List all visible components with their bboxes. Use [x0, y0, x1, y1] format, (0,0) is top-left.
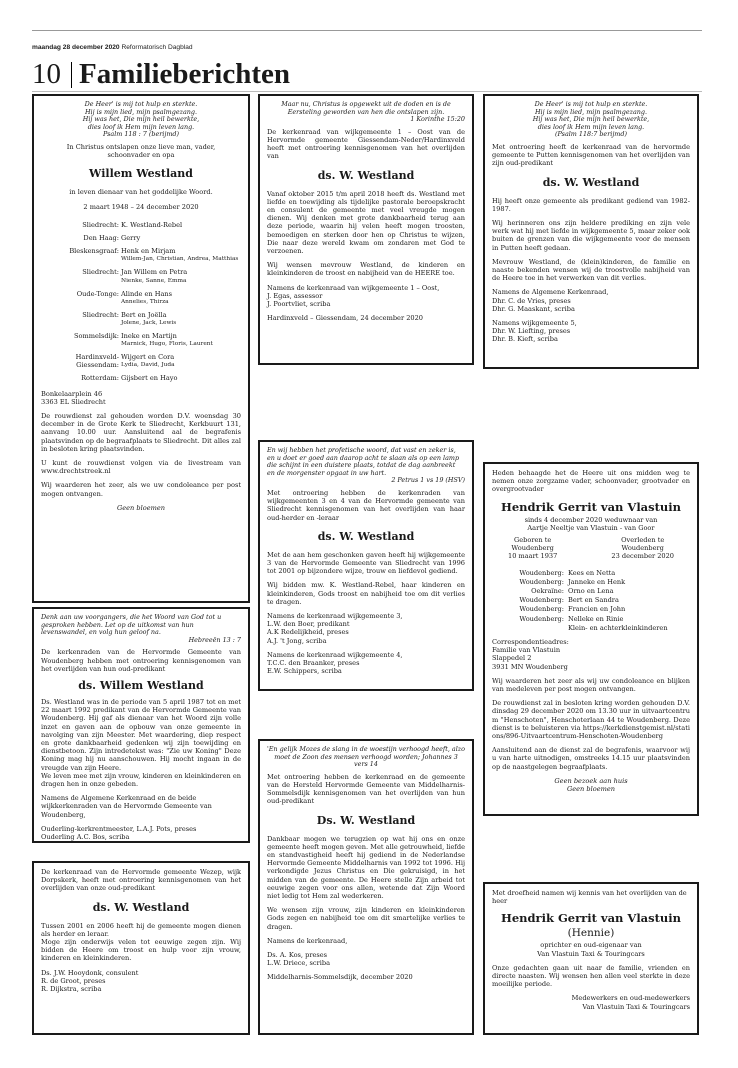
family-members [121, 247, 241, 264]
family-place: Woudenberg: [519, 614, 564, 623]
notice-giessendam [258, 94, 474, 365]
life-dates: 2 maart 1948 – 24 december 2020 [83, 202, 199, 211]
wishes-text: Mevrouw Westland, de (klein)kinderen, de familie en naaste bekenden wensen wij de troostvolle nabijheid van de Heere toe in het verwerken van dit verlies. [492, 257, 690, 283]
intro-text: Met droefheid namen wij kennis van het overlijden van de heer [492, 889, 687, 906]
correspondence-address: Correspondentieadres: Familie van Vlastuin Slappedel 2 3931 MN Woudenberg [492, 638, 569, 671]
family-row [41, 353, 241, 370]
intro-text: In Christus ontslapen onze lieve man, vader, schoonvader en opa [66, 142, 216, 160]
signatures: Namens de kerkenraad van wijkgemeente 1 – Oost, J. Egas, assessor J. Poortvliet, scriba [267, 283, 440, 309]
header-paper: Reformatorisch Dagblad [121, 44, 193, 51]
occupation: in leven dienaar van het goddelijke Woord. [69, 188, 213, 197]
family-member: Jan Willem en Petra [121, 268, 188, 277]
family-row [492, 578, 690, 586]
family-row [41, 247, 241, 264]
family-list [492, 569, 690, 632]
family-row [41, 374, 241, 383]
family-row [492, 615, 690, 623]
closing-note: Geen bloemen [116, 503, 166, 512]
family-row [492, 596, 690, 604]
family-place: Sliedrecht: [82, 310, 119, 319]
signatures: Namens de Algemene Kerkenraad, Dhr. C. de Vries, preses Dhr. G. Maaskant, scriba [492, 288, 609, 313]
closing-note: Geen bezoek aan huis Geen bloemen [554, 776, 628, 794]
grandchildren: Lydia, David, Juda [121, 362, 175, 369]
family-place: Bleskensgraaf: [69, 247, 119, 256]
family-member: Gerry [121, 233, 141, 242]
deceased-name: Willem Westland [89, 167, 193, 181]
tribute-text: Wij herinneren ons zijn heldere prediking en zijn vele werk wat hij met liefde in wijkgemeente 5, maar zeker ook buiten de grenzen van die wijkgemeente voor de mensen in Putten heeft gedaan. [492, 218, 690, 252]
notice-text: Met ontroering hebben de kerkenraad en de gemeente van de Hersteld Hervormde Gemeente van Middelharnis-Sommelsdijk kennisgenomen van het overlijden van hun oud-predikant [267, 772, 465, 806]
tribute-text: Tussen 2001 en 2006 heeft hij de gemeente mogen dienen als herder en leraar. [41, 921, 241, 938]
family-member: Gijsbert en Hayo [121, 374, 178, 383]
burial-info: Aansluitend aan de dienst zal de begrafenis, waarvoor wij u van harte uitnodigen, omstreeks 14.15 uur plaatsvinden op de naastgelegen begraafplaats. [492, 746, 690, 771]
address: Bonkelaarplein 46 3363 EL Sliedrecht [41, 389, 106, 406]
place-date: Hardinxveld – Giessendam, 24 december 2020 [267, 314, 423, 323]
family-place: Sliedrecht: [82, 268, 119, 277]
tribute-text: Dankbaar mogen we terugzien op wat hij ons en onze gemeente heeft mogen geven. Met alle getrouwheid, liefde en standvastigheid heeft hij gediend in de Nederlandse Hervormde Gemeente Middelharnis van 1992 tot 1996. Hij verkondigde Jezus Christus en Die gekruisigd, in het midden van de gemeente. De Heere stelle Zijn arbeid tot eeuwige zegen voor ons allen, wetende dat Zijn Woord niet ledig tot Hem zal wederkeren. [267, 834, 465, 901]
family-members [121, 290, 241, 307]
page-header [32, 44, 193, 51]
scripture-verse: Maar nu, Christus is opgewekt uit de doden en is de Eersteling geworden van hen die ontslapen zijn. 1 Korinthe 15:20 [281, 100, 465, 124]
title-divider [71, 62, 72, 88]
notice-vlastuin-taxi [483, 882, 699, 1035]
family-member: Wijgert en Cora [121, 353, 175, 362]
death-notice-vlastuin [483, 462, 699, 816]
family-row [492, 569, 690, 577]
family-members [121, 234, 241, 243]
grandchildren: Jolene, Jack, Lewis [121, 320, 177, 326]
tribute-text: Vanaf oktober 2015 t/m april 2018 heeft ds. Westland met liefde en toewijding als tijdelijke pastorale beroepskracht en consulent de gemeente met veel vreugde mogen dienen. Wij denken met grote dankbaarheid terug aan deze periode, waarin hij velen heeft mogen troosten, bemoedigen en sterken door hen op Christus te wijzen, Die naar deze wereld kwam om zondaren met God te verzoenen. [267, 189, 465, 256]
death-notice-family [32, 94, 250, 603]
family-member: Henk en Mirjam [121, 247, 176, 256]
family-place [492, 624, 568, 632]
family-members: Nelleke en Rinie [568, 614, 624, 623]
scripture-verse: Denk aan uw voorgangers, die het Woord van God tot u gesproken hebben. Let op de uitkomst van hun levenswandel, en volg hun geloof na. Hebreeën 13 : 7 [41, 613, 241, 644]
notice-putten [483, 94, 699, 369]
tribute-text: Ds. Westland was in de periode van 5 april 1987 tot en met 22 maart 1992 predikant van de Hervormde Gemeente van Woudenberg. Hij gaf als dienaar van het Woord zijn volle inzet en gaven aan de opbouw van onze gemeente in navolging van zijn Meester. Met waardering, diep respect en grote dankbaarheid gedenken wij zijn toewijding en dienstbetoon. Zijn intredetekst was: "Zie uw Koning" Deze Koning mag hij nu aanschouwen. Hij mocht ingaan in de vreugde van zijn Heere. [41, 697, 241, 772]
family-row [41, 332, 241, 349]
signatures-wijk: Namens wijkgemeente 5, Dhr. W. Liefting, preses Dhr. B. Kieft, scriba [492, 319, 577, 344]
family-row [492, 624, 690, 632]
spouse-info: sinds 4 december 2020 weduwnaar van Aartje Neeltje van Vlastuin - van Goor [524, 515, 658, 532]
top-rule [32, 30, 702, 31]
nickname: (Hennie) [567, 927, 615, 940]
family-row [492, 587, 690, 595]
family-row [41, 268, 241, 285]
deceased-name: Ds. W. Westland [316, 813, 416, 827]
notice-text: Met ontroering heeft de kerkenraad van de hervormde gemeente te Putten kennisgenomen van het overlijden van zijn oud-predikant [492, 142, 690, 168]
title-rule [32, 91, 702, 92]
signatures: Medewerkers en oud-medewerkers Van Vlastuin Taxi & Touringcars [571, 994, 690, 1011]
tribute-text: Met de aan hem geschonken gaven heeft hij wijkgemeente 3 van de Hervormde Gemeente van Sliedrecht van 1996 tot 2001 op bijzondere wijze, trouw en liefdevol gediend. [267, 550, 465, 576]
signoff: Namens de Algemene Kerkenraad en de beide wijkkerkenraden van de Hervormde Gemeente van Woudenberg, [41, 794, 212, 819]
notice-middelharnis [258, 739, 474, 1035]
signatures-wijk3: Namens de kerkenraad wijkgemeente 3, L.W. den Boer, predikant A.K Redelijkheid, preses A.J. 't Jong, scriba [267, 612, 403, 645]
service-period: Hij heeft onze gemeente als predikant gediend van 1982-1987. [492, 196, 690, 213]
family-row [41, 290, 241, 307]
notice-text: De kerkenraad van wijkgemeente 1 – Oost van de Hervormde gemeente Giessendam-Neder/Hardinxveld heeft met ontroering kennisgenomen van het overlijden van [267, 127, 465, 161]
family-members: Kees en Netta [568, 568, 616, 577]
signoff: Namens de kerkenraad, [267, 936, 348, 945]
family-member: Alinde en Hans [121, 289, 173, 298]
condolence-info: Wij waarderen het zeer, als we uw condoleance per post mogen ontvangen. [41, 481, 241, 498]
wishes-text: Wij wensen mevrouw Westland, de kinderen en kleinkinderen de troost en nabijheid van de HEERE toe. [267, 261, 465, 278]
family-members [121, 353, 241, 370]
family-place: Rotterdam: [81, 374, 119, 383]
livestream-info: U kunt de rouwdienst volgen via de livestream van www.drechtstreek.nl [41, 459, 241, 476]
psalm-verse: De Heer' is mij tot hulp en sterkte. Hij is mijn lied, mijn psalmgezang. Hij was het, Die mijn heil bewerkte, dies loof ik Hem mijn leven lang. (Psalm 118:7 berijmd) [532, 100, 650, 139]
place-date: Middelharnis-Sommelsdijk, december 2020 [267, 973, 413, 982]
intro-text: Heden behaagde het de Heere uit ons midden weg te nemen onze zorgzame vader, schoonvader, grootvader en overgrootvader [492, 469, 690, 494]
family-members [121, 374, 241, 383]
deceased-name: ds. W. Westland [92, 900, 190, 914]
service-info: De rouwdienst zal gehouden worden D.V. woensdag 30 december in de Grote Kerk te Sliedrecht, Kerkbuurt 131, aanvang 10.00 uur. Aansluitend aal de begrafenis plaatsvinden op de begraafplaats te Sliedrecht. Dit alles zal in besloten kring plaatsvinden. [41, 412, 241, 453]
family-place: Sommelsdijk: [74, 332, 119, 340]
deceased-name: Hendrik Gerrit van Vlastuin [500, 499, 682, 514]
family-members [121, 268, 241, 285]
signatures: Ds. J.W. Hooydonk, consulent R. de Groot, preses R. Dijkstra, scriba [41, 968, 139, 994]
wishes-text: We wensen zijn vrouw, zijn kinderen en kleinkinderen Gods zegen en nabijheid toe om dit smartelijke verlies te dragen. [267, 906, 465, 931]
notice-wezep [32, 861, 250, 1035]
family-member: K. Westland-Rebel [121, 220, 183, 229]
wishes-text: We leven mee met zijn vrouw, kinderen en kleinkinderen en dragen hen in onze gebeden. [41, 771, 241, 789]
family-members: Klein- en achterkleinkinderen [568, 623, 668, 632]
deceased-name: ds. Willem Westland [78, 678, 204, 692]
notice-text: Met ontroering hebben de kerkenraden van wijkgemeenten 3 en 4 van de Hervormde gemeente van Sliedrecht kennisgenomen van het overlijden van haar oud-herder en -leraar [267, 488, 465, 522]
family-member: Bert en Joëlla [121, 310, 167, 319]
family-members: Francien en John [568, 605, 626, 614]
family-place: Sliedrecht: [82, 220, 119, 229]
life-dates: Geboren te Woudenberg 10 maart 1937 Overleden te Woudenberg 23 december 2020 [508, 536, 674, 561]
family-place: Den Haag: [83, 233, 119, 242]
deceased-name: ds. W. Westland [317, 168, 415, 182]
family-members: Bert en Sandra [568, 596, 619, 605]
family-place: Oekraïne: [531, 587, 564, 596]
family-row [492, 605, 690, 613]
grandchildren: Willem-Jan, Christian, Andrea, Matthias [121, 256, 239, 263]
family-row [41, 311, 241, 328]
deceased-name: Hendrik Gerrit van Vlastuin [500, 911, 682, 926]
family-members [121, 311, 241, 328]
scripture-verse: 'En gelijk Mozes de slang in de woestijn verhoogd heeft, alzo moet de Zoon des mensen verhoogd worden; Johannes 3 vers 14 [267, 745, 465, 769]
family-place: Oude-Tonge: [76, 289, 119, 298]
family-list [41, 221, 241, 384]
role-text: oprichter en oud-eigenaar van Van Vlastuin Taxi & Touringcars [537, 941, 645, 958]
family-place: Woudenberg: [519, 605, 564, 614]
condolence-info: Wij waarderen het zeer als wij uw condoleance en blijken van medeleven per post mogen ontvangen. [492, 676, 690, 694]
notice-sliedrecht [258, 440, 474, 691]
header-date: maandag 28 december 2020 [32, 44, 120, 51]
family-member: Ineke en Martijn [121, 332, 177, 340]
family-members: Orno en Lena [568, 587, 614, 596]
family-members [121, 221, 241, 230]
wishes-text: Wij bidden mw. K. Westland-Rebel, haar kinderen en kleinkinderen, Gods troost en nabijheid toe om dit verlies te dragen. [267, 581, 465, 606]
page-number: 10 [32, 58, 61, 90]
grandchildren: Annelies, Thirza [121, 298, 169, 305]
family-members [121, 332, 241, 349]
deceased-name: ds. W. Westland [317, 529, 415, 543]
wishes-text: Onze gedachten gaan uit naar de familie, vrienden en directe naasten. Wij wensen hen allen veel sterkte in deze moeilijke periode. [492, 963, 690, 989]
deceased-name: ds. W. Westland [542, 175, 640, 189]
signatures: Ouderling-kerkrentmeester, L.A.J. Pots, preses Ouderling A.C. Bos, scriba [41, 824, 197, 842]
scripture-verse: En wij hebben het profetische woord, dat vast en zeker is, en u doet er goed aan daarop acht te slaan als op een lamp die schijnt in een duistere plaats, totdat de dag aanbreekt en de morgenster opgaat in uw hart. 2 Petrus 1 vs 19 (HSV) [267, 446, 465, 485]
section-title: Familieberichten [79, 58, 291, 90]
psalm-verse: De Heer' is mij tot hulp en sterkte. Hij is mijn lied, mijn psalmgezang. Hij was het, Die mijn heil bewerkte, dies loof ik Hem mijn leven lang. Psalm 118 : 7 (berijmd) [82, 100, 200, 139]
family-place: Woudenberg: [519, 568, 564, 577]
signatures: Ds. A. Kos, preses L.W. Driece, scriba [267, 951, 331, 968]
family-place: Woudenberg: [519, 596, 564, 605]
signatures-wijk4: Namens de kerkenraad wijkgemeente 4, T.C.C. den Braanker, preses E.W. Schippers, scriba [267, 650, 403, 676]
family-row [41, 221, 241, 230]
family-row [41, 234, 241, 243]
family-members: Janneke en Henk [568, 577, 626, 586]
grandchildren: Marnick, Hugo, Floris, Laurent [121, 341, 213, 348]
notice-text: De kerkenraad van de Hervormde gemeente Wezep, wijk Dorpskerk, heeft met ontroering kennisgenomen van het overlijden van onze oud-predikant [41, 868, 241, 893]
notice-woudenberg [32, 607, 250, 843]
notice-text: De kerkenraden van de Hervormde Gemeente van Woudenberg hebben met ontroering kennisgenomen van het overlijden van hun oud-predikant [41, 648, 241, 673]
wishes-text: Moge zijn onderwijs velen tot eeuwige zegen zijn. Wij bidden de Heere om troost en hulp voor zijn vrouw, kinderen en kleinkinderen. [41, 938, 241, 963]
family-place: Hardinxveld-Giessendam: [75, 353, 119, 370]
grandchildren: Nienke, Sanne, Emma [121, 277, 187, 284]
family-place: Woudenberg: [519, 577, 564, 586]
service-info: De rouwdienst zal in besloten kring worden gehouden D.V. dinsdag 29 december 2020 om 13.30 uur in uitvaartcentrum "Henschoten", Henschoterlaan 44 te Woudenberg. Deze dienst is te beluisteren via https://kerkdienstgemist.nl/stations/896-Uitvaartcentrum-Henschoten-Woudenberg [492, 699, 690, 741]
